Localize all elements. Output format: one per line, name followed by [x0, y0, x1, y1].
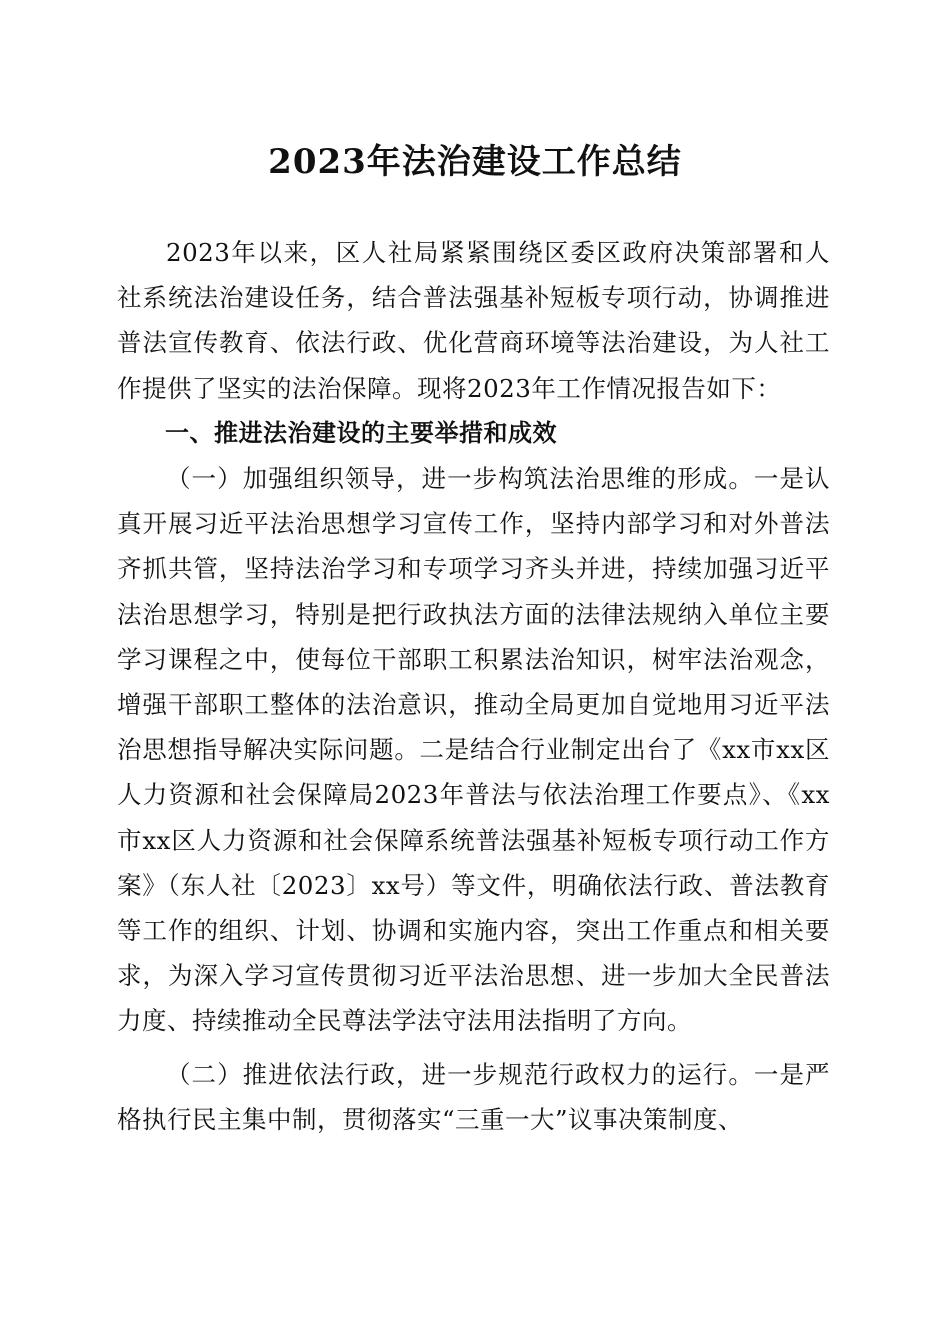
intro-paragraph: 2023年以来，区人社局紧紧围绕区委区政府决策部署和人社系统法治建设任务，结合普法强基补短板专项行动，协调推进普法宣传教育、依法行政、优化营商环境等法治建设，为人社工作提供了坚实的法治保障。现将2023年工作情况报告如下： — [117, 238, 830, 403]
subsection-2-body: 一是严格执行民主集中制，贯彻落实“三重一大”议事决策制度、 — [117, 1059, 831, 1134]
paragraph-gap — [117, 1044, 830, 1052]
subsection-2-paragraph — [117, 1052, 830, 1142]
subsection-1-paragraph — [117, 456, 830, 1044]
section-1-heading: 一、推进法治建设的主要举措和成效 — [165, 418, 557, 447]
document-body — [117, 230, 830, 1142]
subsection-2-heading: （二）推进依法行政，进一步规范行政权力的运行。 — [166, 1059, 754, 1089]
document-title: 2023年法治建设工作总结 — [268, 142, 682, 182]
subsection-1-heading: （一）加强组织领导，进一步构筑法治思维的形成。 — [166, 464, 754, 494]
subsection-1-body: 一是认真开展习近平法治思想学习宣传工作，坚持内部学习和对外普法齐抓共管，坚持法治学习和专项学习齐头并进，持续加强习近平法治思想学习，特别是把行政执法方面的法律法规纳入单位主要学习课程之中，使每位干部职工积累法治知识，树牢法治观念，增强干部职工整体的法治意识，推动全局更加自觉地用习近平法治思想指导解决实际问题。二是结合行业制定出台了《xx市xx区人力资源和社会保障局2023年普法与依法治理工作要点》、《xx市xx区人力资源和社会保障系统普法强基补短板专项行动工作方案》（东人社〔2023〕xx号）等文件，明确依法行政、普法教育等工作的组织、计划、协调和实施内容，突出工作重点和相关要求，为深入学习宣传贯彻习近平法治思想、进一步加大全民普法力度、持续推动全民尊法学法守法用法指明了方向。 — [117, 464, 831, 1036]
